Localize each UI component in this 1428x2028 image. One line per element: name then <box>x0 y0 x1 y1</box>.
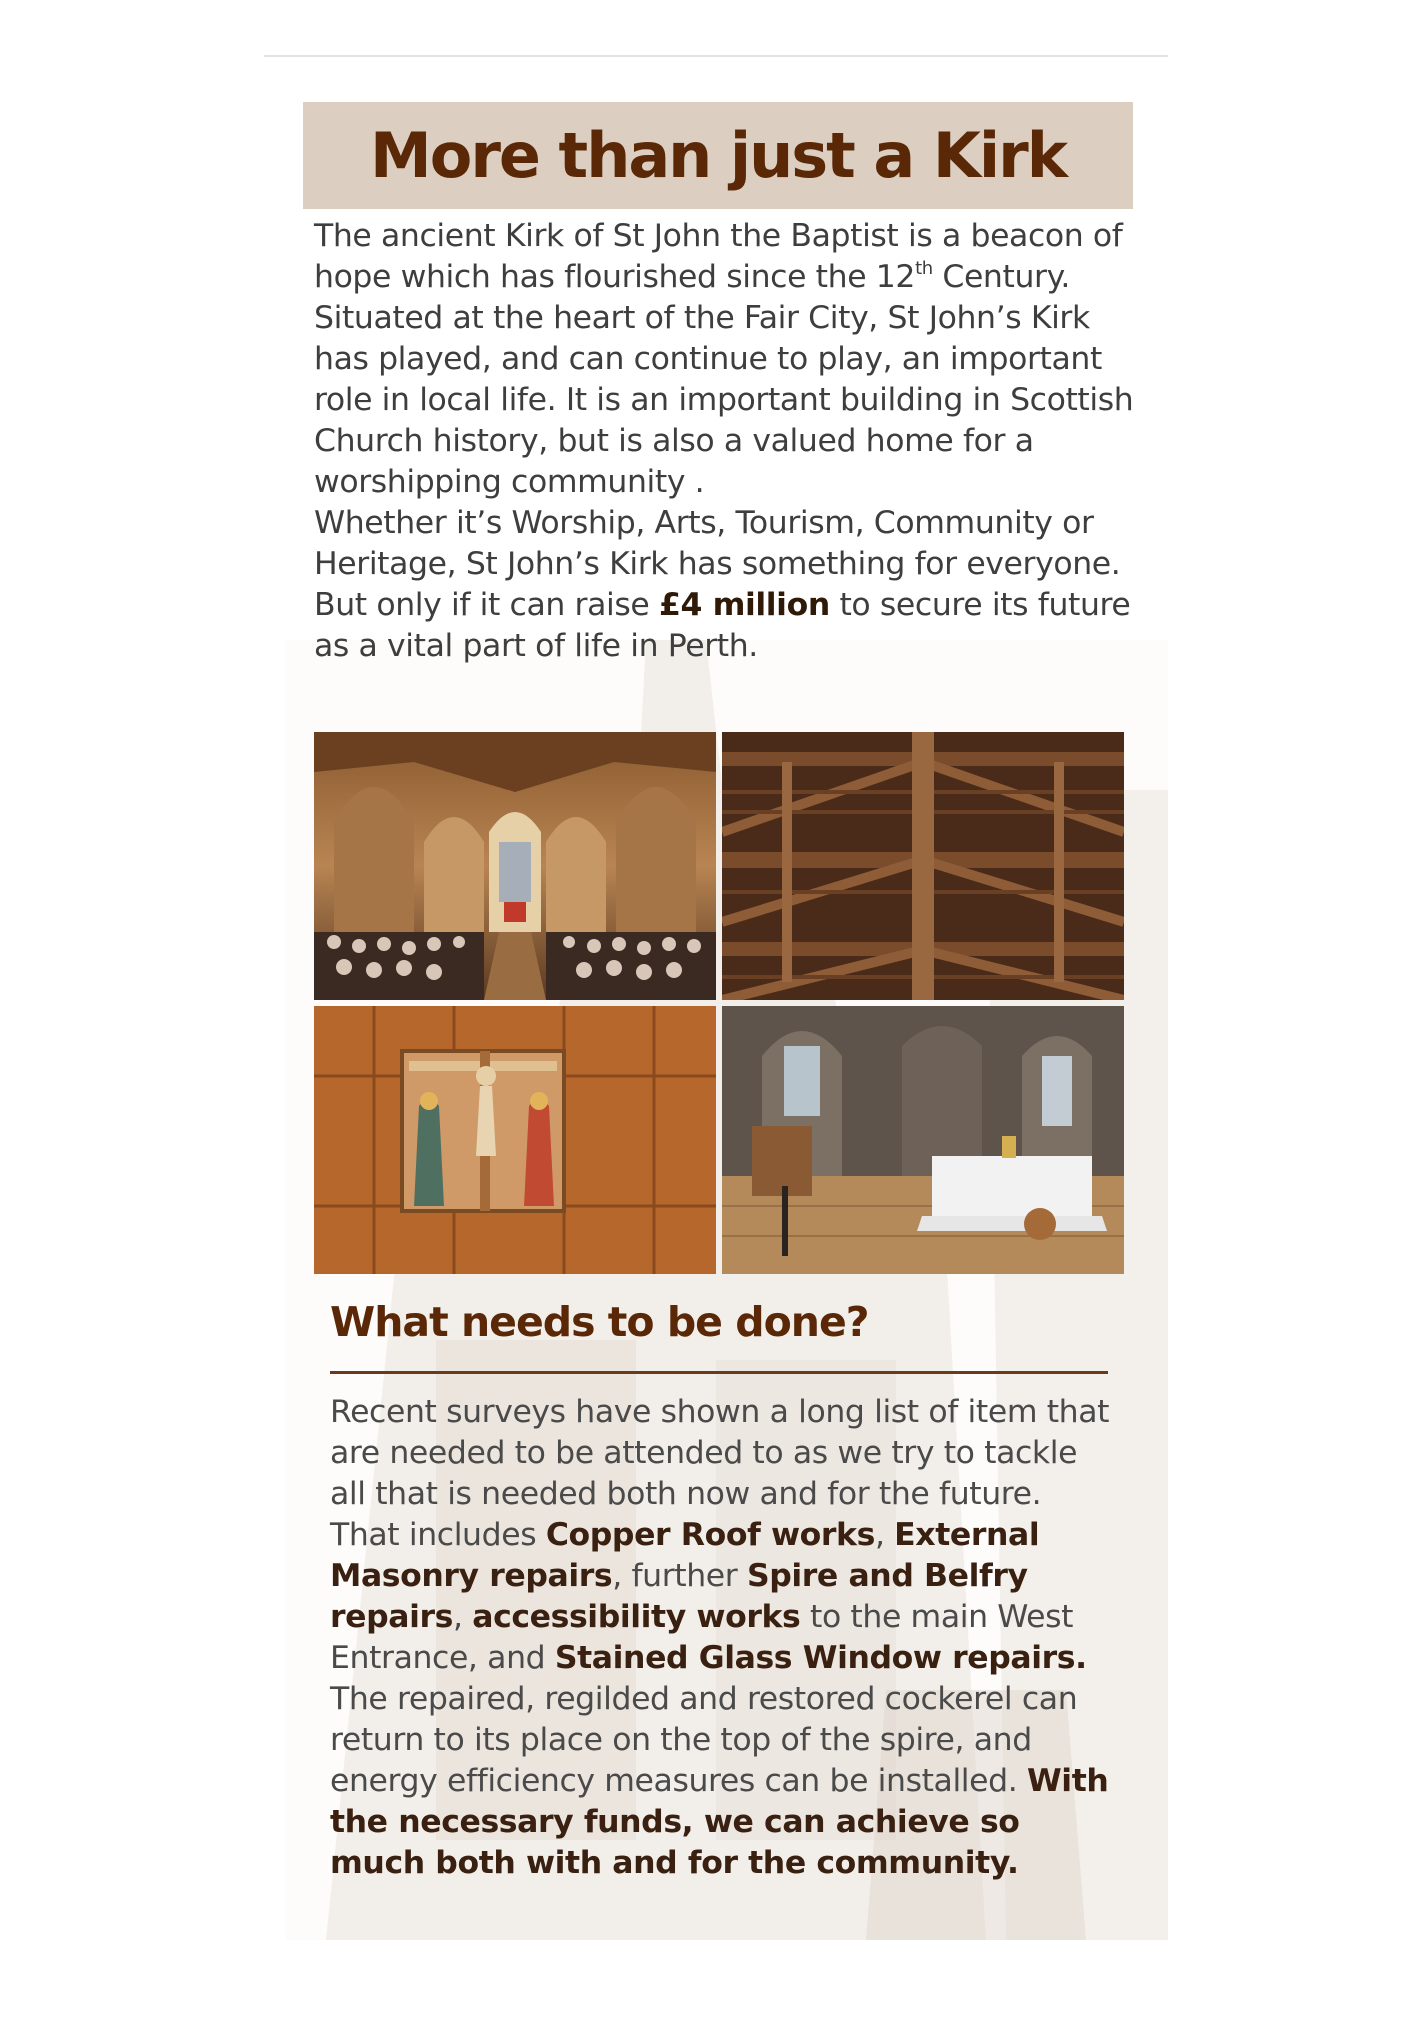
intro-paragraph-2 <box>314 503 1134 667</box>
works-paragraph <box>330 1392 1120 1884</box>
intro-text-part: to secure its future as a vital part of life in Perth. <box>314 587 1131 664</box>
top-divider <box>264 55 1168 57</box>
intro-text-part: Whether it’s Worship, Arts, Tourism, Community or Heritage, St John’s Kirk has something for everyone. But only if it can raise <box>314 505 1121 623</box>
highlight-spire-belfry: Spire and Belfry repairs <box>330 1558 1028 1635</box>
photo-timber-roof <box>722 732 1124 1000</box>
intro-paragraph-1 <box>314 216 1134 503</box>
photo-chancel-altar <box>722 1006 1124 1274</box>
works-description <box>330 1392 1120 1884</box>
highlight-copper-roof: Copper Roof works <box>545 1517 875 1553</box>
works-text-part: , <box>874 1517 895 1553</box>
highlight-masonry: External Masonry repairs <box>330 1517 1040 1594</box>
photo-nave-congregation <box>314 732 716 1000</box>
works-text-part: Recent surveys have shown a long list of item that are needed to be attended to as we try to tackle all that is needed both now and for the future. That includes <box>330 1394 1110 1553</box>
fundraising-target: £4 million <box>658 587 830 623</box>
intro-text <box>314 216 1134 667</box>
works-text-part: , <box>453 1599 473 1635</box>
page-title: More than just a Kirk <box>370 118 1066 192</box>
ordinal-suffix: th <box>915 258 933 279</box>
closing-statement: With the necessary funds, we can achieve so much both with and for the community. <box>330 1763 1109 1881</box>
highlight-stained-glass: Stained Glass Window repairs. <box>554 1640 1087 1676</box>
works-text-part: The repaired, regilded and restored cockerel can return to its place on the top of the spire, and energy efficiency measures can be installed. <box>330 1681 1078 1799</box>
intro-text-part: The ancient Kirk of St John the Baptist is a beacon of hope which has flourished since the 12 <box>314 218 1123 295</box>
section-divider <box>330 1371 1108 1374</box>
section-heading: What needs to be done? <box>330 1298 869 1346</box>
photo-grid <box>314 732 1124 1274</box>
works-text-part: to the main West Entrance, and <box>330 1599 1074 1676</box>
photo-crucifixion-carving <box>314 1006 716 1274</box>
works-text-part: , further <box>612 1558 747 1594</box>
highlight-accessibility: accessibility works <box>472 1599 801 1635</box>
intro-text-part: Century. Situated at the heart of the Fair City, St John’s Kirk has played, and can continue to play, an important role in local life. It is an important building in Scottish Church history, but is also a valued home for a worshipping community . <box>314 259 1134 500</box>
title-banner <box>303 102 1133 209</box>
